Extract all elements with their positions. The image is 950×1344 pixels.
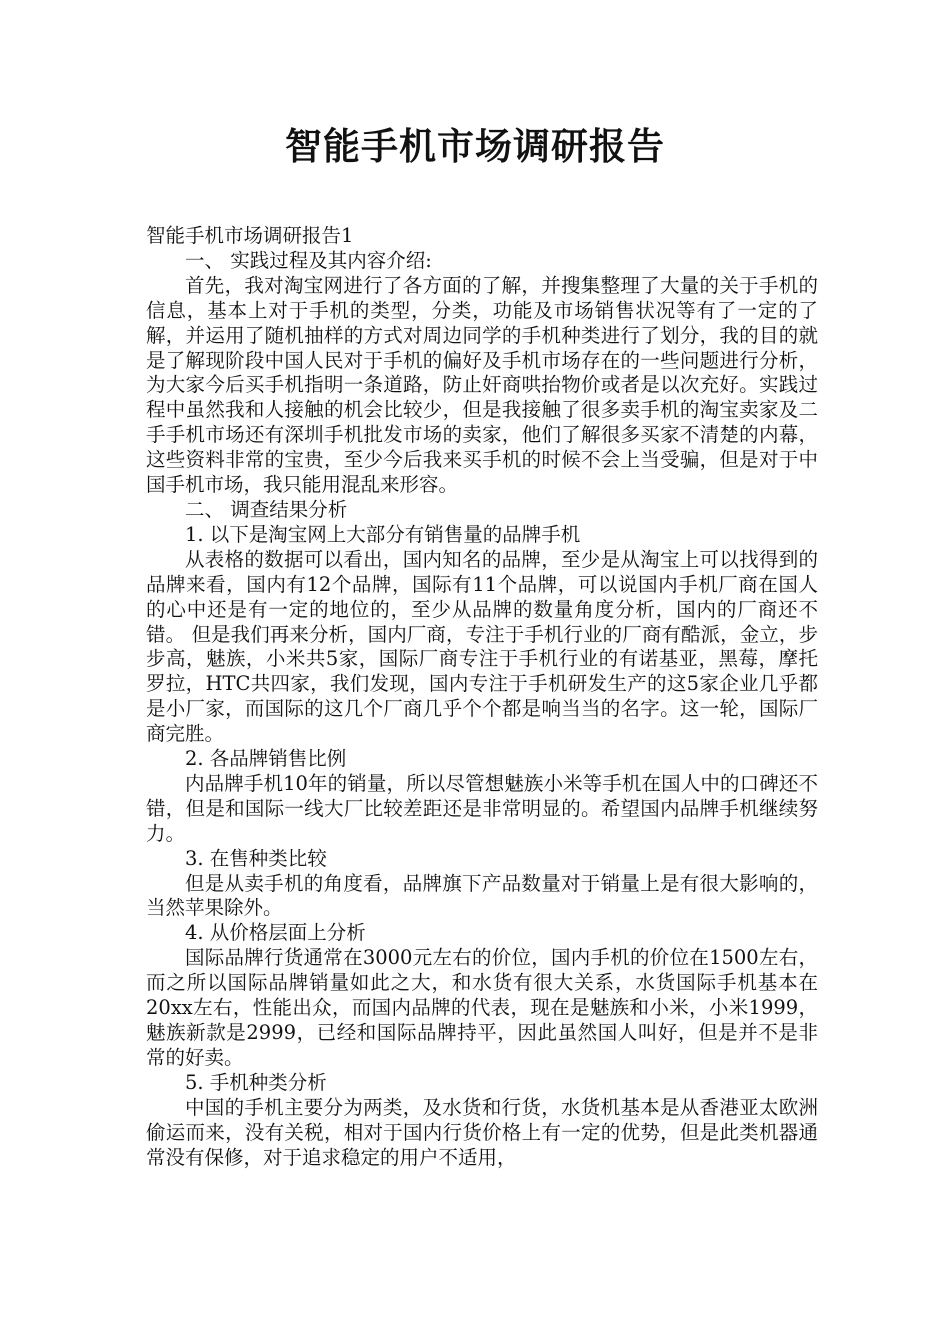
subheading-phone-types: 5. 手机种类分析 bbox=[185, 1070, 327, 1094]
subheading-sales-ratio: 2. 各品牌销售比例 bbox=[185, 747, 347, 771]
subheading-brands: 1. 以下是淘宝网上大部分有销售量的品牌手机 bbox=[185, 522, 581, 546]
document-subtitle: 智能手机市场调研报告1 bbox=[146, 224, 354, 247]
paragraph-product-types: 但是从卖手机的角度看，品牌旗下产品数量对于销量上是有很大影响的，当然苹果除外。 bbox=[146, 871, 818, 920]
document-body bbox=[146, 224, 818, 1170]
document-title: 智能手机市场调研报告 bbox=[285, 125, 665, 168]
paragraph-price: 国际品牌行货通常在3000元左右的价位，国内手机的价位在1500左右，而之所以国际品牌销量如此之大，和水货有很大关系，水货国际手机基本在20xx左右，性能出众，而国内品牌的代表，现在是魅族和小米，小米1999，魅族新款是2999，已经和国际品牌持平，因此虽然国人叫好，但是并不是非常的好卖。 bbox=[146, 946, 818, 1069]
paragraph-brands: 从表格的数据可以看出，国内知名的品牌，至少是从淘宝上可以找得到的品牌来看，国内有12个品牌，国际有11个品牌，可以说国内手机厂商在国人的心中还是有一定的地位的，至少从品牌的数量角度分析，国内的厂商还不错。 但是我们再来分析，国内厂商，专注于手机行业的厂商有酷派，金立，步步高，魅族，小米共5家，国际厂商专注于手机行业的有诺基亚，黑莓，摩托罗拉，HTC共四家，我们发现，国内专注于手机研发生产的这5家企业几乎都是小厂家，而国际的这几个厂商几乎个个都是响当当的名字。这一轮，国际厂商完胜。 bbox=[146, 547, 818, 746]
section-heading-2: 二、 调查结果分析 bbox=[185, 497, 348, 521]
paragraph-sales-ratio: 内品牌手机10年的销量，所以尽管想魅族小米等手机在国人中的口碑还不错，但是和国际一线大厂比较差距还是非常明显的。希望国内品牌手机继续努力。 bbox=[146, 771, 818, 845]
subheading-price: 4. 从价格层面上分析 bbox=[185, 921, 366, 945]
subheading-product-types: 3. 在售种类比较 bbox=[185, 846, 327, 870]
section-heading-1: 一、 实践过程及其内容介绍: bbox=[185, 248, 432, 272]
paragraph-phone-types: 中国的手机主要分为两类，及水货和行货，水货机基本是从香港亚太欧洲偷运而来，没有关税，相对于国内行货价格上有一定的优势，但是此类机器通常没有保修，对于追求稳定的用户不适用， bbox=[146, 1095, 818, 1169]
paragraph-practice: 首先，我对淘宝网进行了各方面的了解，并搜集整理了大量的关于手机的信息，基本上对于手机的类型，分类，功能及市场销售状况等有了一定的了解，并运用了随机抽样的方式对周边同学的手机种类进行了划分，我的目的就是了解现阶段中国人民对于手机的偏好及手机市场存在的一些问题进行分析，为大家今后买手机指明一条道路，防止奸商哄抬物价或者是以次充好。实践过程中虽然我和人接触的机会比较少，但是我接触了很多卖手机的淘宝卖家及二手手机市场还有深圳手机批发市场的卖家，他们了解很多买家不清楚的内幕，这些资料非常的宝贵，至少今后我来买手机的时候不会上当受骗，但是对于中国手机市场，我只能用混乱来形容。 bbox=[146, 273, 818, 497]
